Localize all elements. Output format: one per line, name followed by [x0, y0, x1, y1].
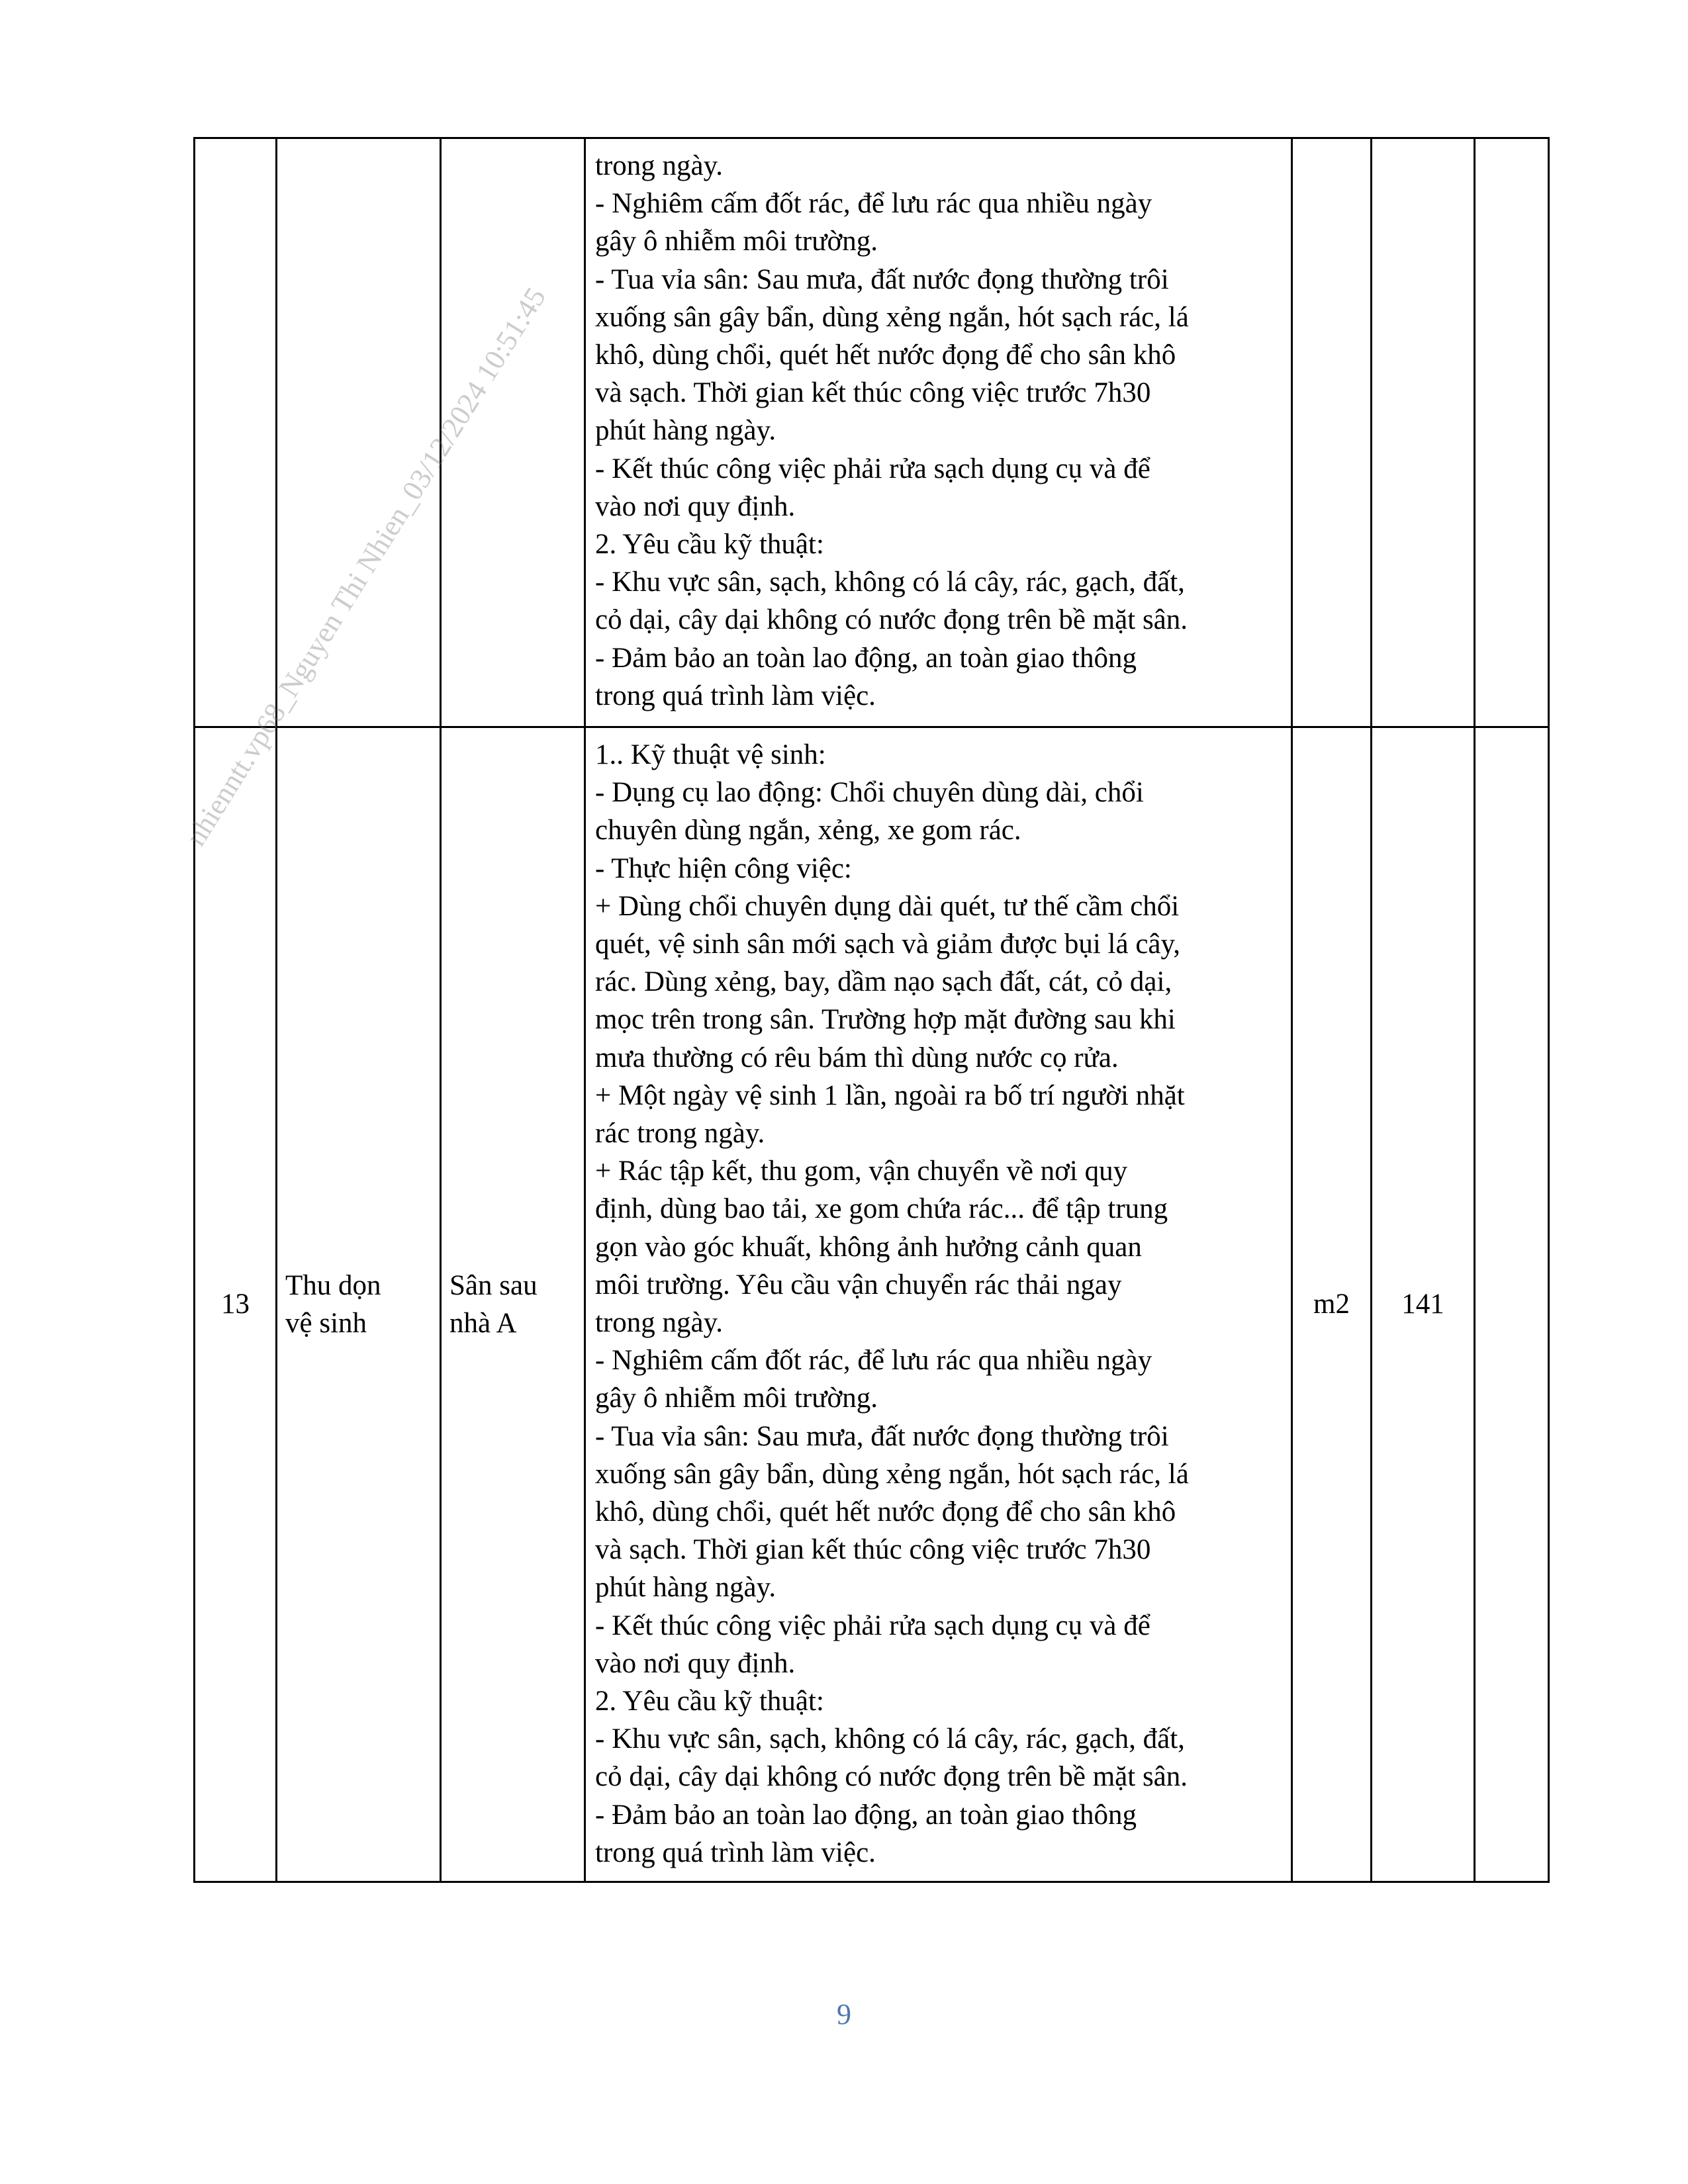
desc-line: - Tua vỉa sân: Sau mưa, đất nước đọng thường trôi [595, 263, 1169, 295]
description-cell [585, 727, 1292, 1882]
desc-line: - Khu vực sân, sạch, không có lá cây, rác, gạch, đất, [595, 567, 1185, 598]
desc-line: và sạch. Thời gian kết thúc công việc trước 7h30 [595, 1534, 1151, 1566]
location-line: nhà A [449, 1308, 517, 1340]
desc-line: 1.. Kỹ thuật vệ sinh: [595, 739, 826, 770]
desc-line: trong ngày. [595, 150, 724, 181]
note-cell [1475, 727, 1549, 1882]
desc-line: - Thực hiện công việc: [595, 852, 852, 884]
desc-line: + Dùng chổi chuyên dụng dài quét, tư thế cầm chổi [595, 890, 1180, 922]
desc-line: gây ô nhiễm môi trường. [595, 226, 878, 257]
item-line: vệ sinh [285, 1308, 367, 1340]
desc-line: - Dụng cụ lao động: Chổi chuyên dùng dài, chổi [595, 777, 1144, 809]
item-cell [277, 727, 441, 1882]
note-cell [1475, 138, 1549, 727]
quantity-cell: 141 [1372, 727, 1475, 1882]
desc-line: môi trường. Yêu cầu vận chuyển rác thải ngay [595, 1269, 1122, 1300]
desc-line: phút hàng ngày. [595, 1572, 776, 1604]
desc-line: cỏ dại, cây dại không có nước đọng trên bề mặt sân. [595, 604, 1188, 636]
desc-line: trong quá trình làm việc. [595, 1837, 876, 1868]
quantity-cell [1372, 138, 1475, 727]
desc-line: 2. Yêu cầu kỹ thuật: [595, 529, 824, 561]
watermark: nhienntt.vp68_Nguyen Thi Nhien_03/12/2024 10:51:45 [179, 281, 552, 852]
desc-line: + Rác tập kết, thu gom, vận chuyển về nơi quy [595, 1156, 1128, 1187]
desc-line: gọn vào góc khuất, không ảnh hưởng cảnh quan [595, 1231, 1142, 1263]
table-row [195, 727, 1549, 1882]
desc-line: và sạch. Thời gian kết thúc công việc trước 7h30 [595, 377, 1151, 409]
location-line: Sân sau [449, 1269, 538, 1301]
desc-line: vào nơi quy định. [595, 490, 796, 522]
desc-line: quét, vệ sinh sân mới sạch và giảm được bụi lá cây, [595, 929, 1180, 960]
location-cell [441, 727, 585, 1882]
desc-line: phút hàng ngày. [595, 415, 776, 447]
table-row [195, 138, 1549, 727]
desc-line: - Kết thúc công việc phải rửa sạch dụng cụ và để [595, 1610, 1150, 1641]
stt-cell [195, 138, 277, 727]
desc-line: - Đảm bảo an toàn lao động, an toàn giao thông [595, 642, 1137, 674]
desc-line: định, dùng bao tải, xe gom chứa rác... để tập trung [595, 1193, 1168, 1225]
desc-line: mọc trên trong sân. Trường hợp mặt đường sau khi [595, 1004, 1176, 1036]
desc-line: rác. Dùng xẻng, bay, dầm nạo sạch đất, cát, cỏ dại, [595, 966, 1172, 998]
desc-line: - Nghiêm cấm đốt rác, để lưu rác qua nhiều ngày [595, 1345, 1152, 1377]
desc-line: - Đảm bảo an toàn lao động, an toàn giao thông [595, 1799, 1137, 1831]
desc-line: trong ngày. [595, 1307, 724, 1339]
desc-line: chuyên dùng ngắn, xẻng, xe gom rác. [595, 815, 1021, 846]
page-number: 9 [837, 1998, 851, 2030]
desc-line: rác trong ngày. [595, 1118, 765, 1150]
desc-line: xuống sân gây bẩn, dùng xẻng ngắn, hót sạch rác, lá [595, 1458, 1189, 1490]
desc-line: cỏ dại, cây dại không có nước đọng trên bề mặt sân. [595, 1761, 1188, 1793]
desc-line: - Khu vực sân, sạch, không có lá cây, rác, gạch, đất, [595, 1723, 1185, 1755]
work-table [193, 137, 1550, 1883]
desc-line: - Tua vỉa sân: Sau mưa, đất nước đọng thường trôi [595, 1420, 1169, 1452]
stt-cell: 13 [195, 727, 277, 1882]
desc-line: - Kết thúc công việc phải rửa sạch dụng cụ và để [595, 453, 1150, 484]
desc-line: mưa thường có rêu bám thì dùng nước cọ rửa. [595, 1042, 1119, 1073]
desc-line: gây ô nhiễm môi trường. [595, 1383, 878, 1414]
desc-line: khô, dùng chổi, quét hết nước đọng để cho sân khô [595, 1496, 1176, 1528]
description-cell [585, 138, 1292, 727]
unit-cell: m2 [1292, 727, 1372, 1882]
desc-line: 2. Yêu cầu kỹ thuật: [595, 1686, 824, 1717]
desc-line: trong quá trình làm việc. [595, 680, 876, 711]
unit-cell [1292, 138, 1372, 727]
desc-line: + Một ngày vệ sinh 1 lần, ngoài ra bố trí người nhặt [595, 1079, 1185, 1111]
desc-line: - Nghiêm cấm đốt rác, để lưu rác qua nhiều ngày [595, 188, 1152, 220]
desc-line: khô, dùng chổi, quét hết nước đọng để cho sân khô [595, 340, 1176, 371]
desc-line: xuống sân gây bẩn, dùng xẻng ngắn, hót sạch rác, lá [595, 301, 1189, 333]
item-line: Thu dọn [285, 1269, 381, 1301]
desc-line: vào nơi quy định. [595, 1647, 796, 1679]
